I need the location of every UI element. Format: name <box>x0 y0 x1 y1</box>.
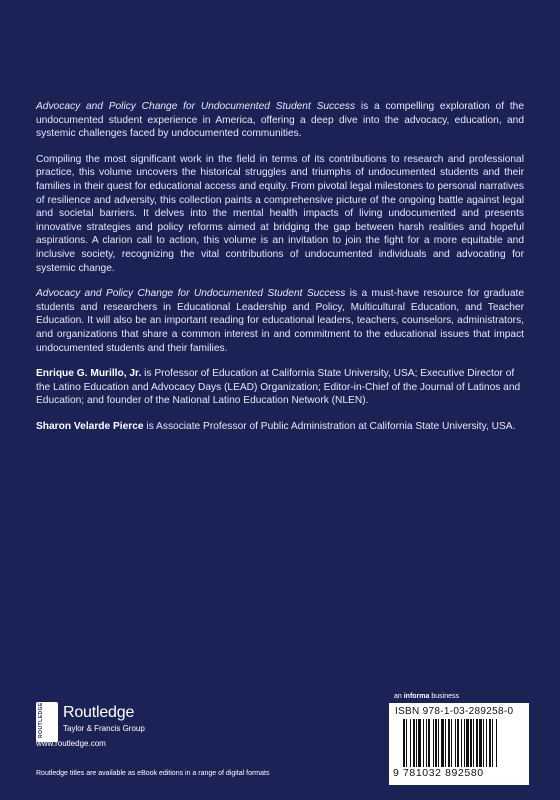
description-paragraph-3: Advocacy and Policy Change for Undocumented Student Success is a must-have resource for graduate students and researchers in Educational Leadership and Policy, Multicultural Education, and Teacher Education. It will also be an important reading for educational leaders, teachers, counselors, administrators, and organizations that share a common interest in and commitment to the educational issues that impact undocumented students and their families. <box>36 288 524 354</box>
author-bio-1: Enrique G. Murillo, Jr. is Professor of Education at California State University, USA; Executive Director of the Latino Education and Advocacy Days (LEAD) Organization; Editor-in-Chief of the Journal of Latinos and Education; and founder of the National Latino Education Network (NLEN). <box>36 368 521 407</box>
routledge-logo-icon: ROUTLEDGE <box>36 702 58 742</box>
publisher-url[interactable]: www.routledge.com <box>36 739 106 748</box>
description-paragraph-1: Advocacy and Policy Change for Undocumented Student Success is a compelling exploration of the undocumented student experience in America, offering a deep dive into the advocacy, education, and systemic challenges faced by undocumented communities. <box>36 101 524 140</box>
author-name: Sharon Velarde Pierce <box>36 420 144 432</box>
isbn-label: ISBN 978-1-03-289258-0 <box>395 706 514 717</box>
description-block <box>36 100 524 445</box>
book-title-italic: Advocacy and Policy Change for Undocumented Student Success <box>36 101 356 112</box>
description-paragraph-2: Compiling the most significant work in the field in terms of its contributions to research and professional practice, this volume uncovers the historical struggles and triumphs of undocumented students and their families in their quest for educational access and equity. From pivotal legal milestones to personal narratives of resilience and adversity, this collection paints a comprehensive picture of the ongoing battle against legal and societal barriers. It delves into the mental health impacts of living undocumented and presents innovative strategies and policy reforms aimed at bridging the gap between harsh realities and hopeful aspirations. A clarion call to action, this volume is an invitation to join the fight for a more equitable and inclusive society, recognizing the vital contributions of undocumented individuals and advocating for systemic change. <box>36 153 524 274</box>
informa-tagline: an informa business <box>394 693 459 700</box>
barcode-digits: 9 781032 892580 <box>393 767 484 779</box>
publisher-name: Routledge <box>63 704 135 721</box>
publisher-group: Taylor & Francis Group <box>63 724 145 733</box>
author-name: Enrique G. Murillo, Jr. <box>36 368 142 380</box>
barcode-bars-icon <box>403 719 515 767</box>
ebook-note: Routledge titles are available as eBook editions in a range of digital formats <box>36 770 270 777</box>
book-title-italic: Advocacy and Policy Change for Undocumented Student Success <box>36 288 346 300</box>
author-bio-2: Sharon Velarde Pierce is Associate Professor of Public Administration at California State University, USA. <box>36 420 516 432</box>
isbn-barcode <box>389 703 529 785</box>
